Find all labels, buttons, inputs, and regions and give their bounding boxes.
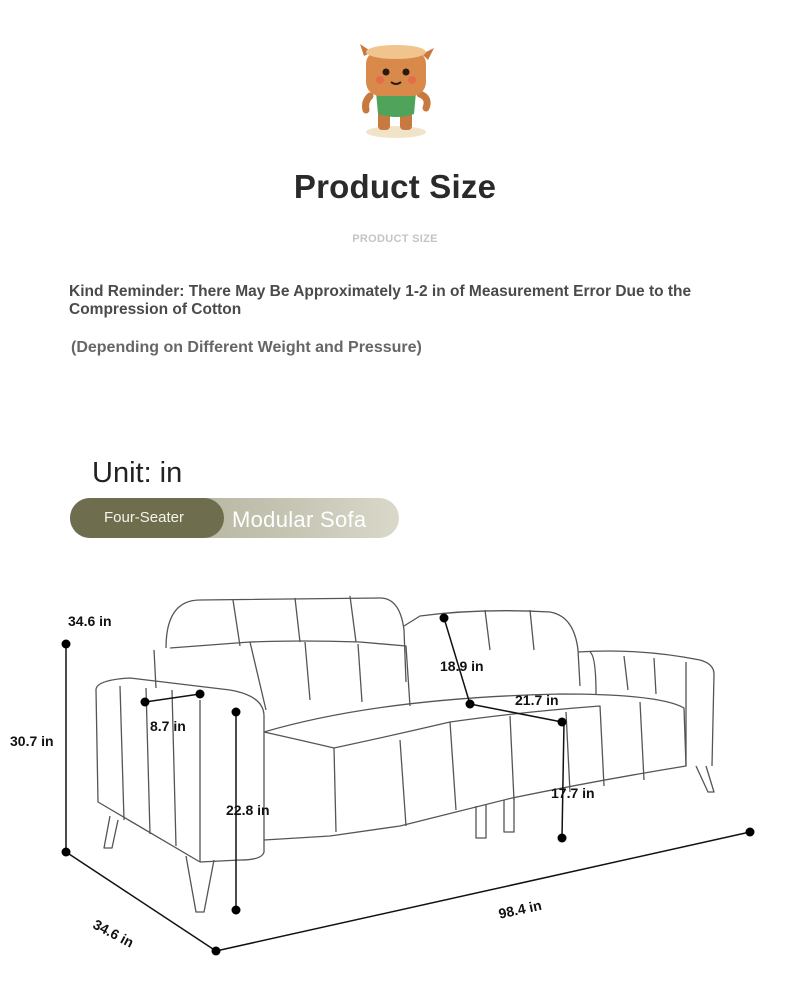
tree-stump-mascot-icon bbox=[356, 40, 436, 140]
total-height-label: 30.7 in bbox=[10, 733, 54, 749]
headrest-height-label: 34.6 in bbox=[68, 613, 112, 629]
depth-label: 34.6 in bbox=[90, 916, 137, 951]
arm-height-label: 22.8 in bbox=[226, 802, 270, 818]
width-label: 98.4 in bbox=[497, 896, 543, 922]
sofa-outline bbox=[96, 596, 714, 912]
product-label: Modular Sofa bbox=[232, 507, 367, 532]
page-title: Product Size bbox=[293, 168, 497, 205]
arm-width-label: 8.7 in bbox=[150, 718, 186, 734]
seat-height-label: 17.7 in bbox=[551, 785, 595, 801]
unit-label: Unit: in bbox=[92, 457, 183, 489]
measurement-reminder: Kind Reminder: There May Be Approximately 1-2 in of Measurement Error Due to the Compression of Cotton bbox=[69, 283, 692, 318]
back-height-label: 18.9 in bbox=[440, 658, 484, 674]
seat-depth-label: 21.7 in bbox=[515, 692, 559, 708]
pressure-note: (Depending on Different Weight and Pressure) bbox=[71, 339, 422, 356]
page-subtitle: PRODUCT SIZE bbox=[352, 233, 438, 245]
dimension-points bbox=[62, 614, 755, 956]
variant-label: Four-Seater bbox=[103, 509, 185, 526]
